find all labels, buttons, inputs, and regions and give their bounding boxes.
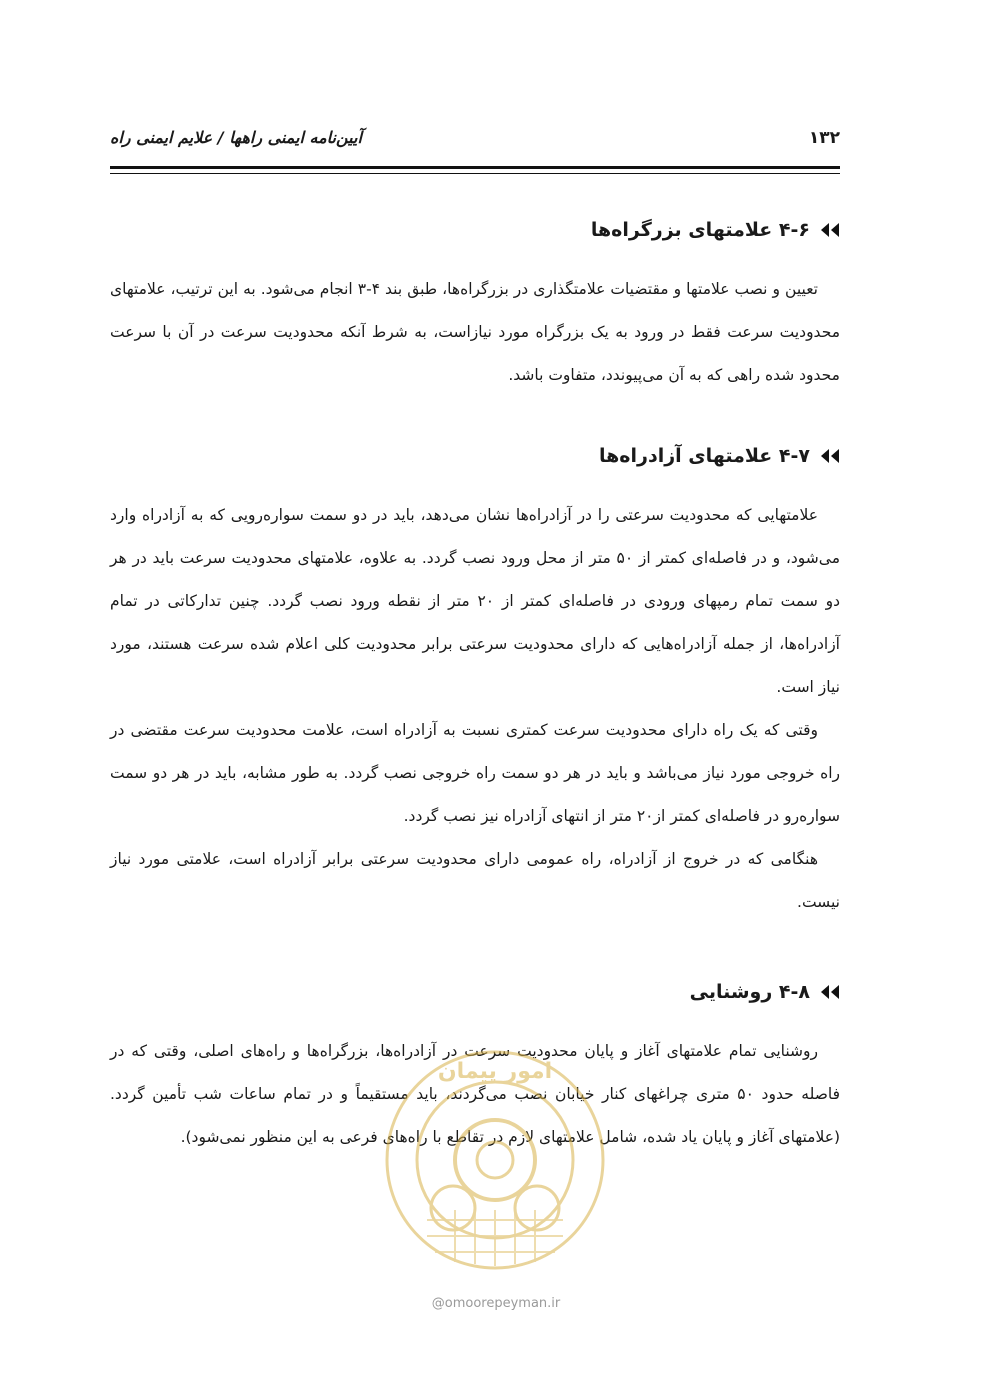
paragraph: تعیین و نصب علامتها و مقتضیات علامتگذاری در بزرگراه‌ها، طبق بند ۴-۳ انجام می‌شود. به این ترتیب، علامتهای محدودیت سرعت فقط در ورود به یک بزرگراه مورد نیازاست، به شرط آنکه محدودیت سرعت در آن با سرعت محدود شده راهی که به آن می‌پیوندد، متفاوت باشد. bbox=[110, 280, 840, 384]
section-heading-text: ۴-۶ علامتهای بزرگراه‌ها bbox=[590, 219, 810, 241]
paragraph: روشنایی تمام علامتهای آغاز و پایان محدودیت سرعت در آزادراه‌ها، بزرگراه‌ها و راه‌های اصلی، وقتی که در فاصله حدود ۵۰ متری چراغهای کنار خیابان نصب می‌گردند، باید مستقیماً و در تمام ساعات شب تأمین گردد. (علامتهای آغاز و پایان یاد شده، شامل علامتهای لازم در تقاطع با راه‌های فرعی به این منظور نمی‌شود). bbox=[110, 1042, 840, 1146]
section-freeways bbox=[110, 214, 840, 397]
section-motorways bbox=[110, 440, 840, 924]
double-arrow-icon bbox=[818, 449, 840, 463]
section-heading bbox=[110, 440, 840, 472]
section-heading bbox=[110, 214, 840, 246]
section-heading bbox=[110, 976, 840, 1008]
watermark-icon: @ bbox=[431, 1296, 445, 1311]
section-heading-text: ۴-۸ روشنایی bbox=[689, 981, 810, 1003]
running-head bbox=[110, 128, 840, 156]
paragraph: علامتهایی که محدودیت سرعتی را در آزادراه‌ها نشان می‌دهد، باید در دو سمت سواره‌رویی که به آزادراه وارد می‌شود، و در فاصله‌ای کمتر از ۵۰ متر از محل ورود نصب گردد. به علاوه، علامتهای محدودیت سرعت باید در هر دو سمت تمام رمپهای ورودی در فاصله‌ای کمتر از ۲۰ متر از نقطه ورود نصب گردد. چنین تدارکاتی در تمام آزادراه‌ها، از جمله آزادراه‌هایی که دارای محدودیت سرعتی برابر محدودیت کلی اعلام شده سرعت هستند، مورد نیاز است. bbox=[110, 506, 840, 696]
double-arrow-icon bbox=[818, 985, 840, 999]
page-number: ۱۳۲ bbox=[808, 128, 840, 148]
double-arrow-icon bbox=[818, 223, 840, 237]
header-rule-thin bbox=[110, 173, 840, 174]
watermark-url: @omoorepeyman.ir bbox=[431, 1296, 561, 1311]
svg-text:امور پیمان: امور پیمان bbox=[437, 1059, 553, 1084]
section-heading-text: ۴-۷ علامتهای آزادراه‌ها bbox=[598, 445, 810, 467]
header-rule-thick bbox=[110, 166, 840, 169]
watermark-seal bbox=[375, 1040, 615, 1280]
paragraph: وقتی که یک راه دارای محدودیت سرعت کمتری نسبت به آزادراه است، علامت محدودیت سرعت مقتضی در راه خروجی مورد نیاز می‌باشد و باید در هر دو سمت راه خروجی نصب گردد. به طور مشابه، باید در هر دو سمت سواره‌رو در فاصله‌ای کمتر از۲۰ متر از انتهای آزادراه نیز نصب گردد. bbox=[110, 721, 840, 825]
header-title: آیین‌نامه ایمنی راهها / علایم ایمنی راه bbox=[110, 128, 362, 147]
paragraph: هنگامی که در خروج از آزادراه، راه عمومی دارای محدودیت سرعتی برابر آزادراه است، علامتی مورد نیاز نیست. bbox=[110, 850, 840, 911]
